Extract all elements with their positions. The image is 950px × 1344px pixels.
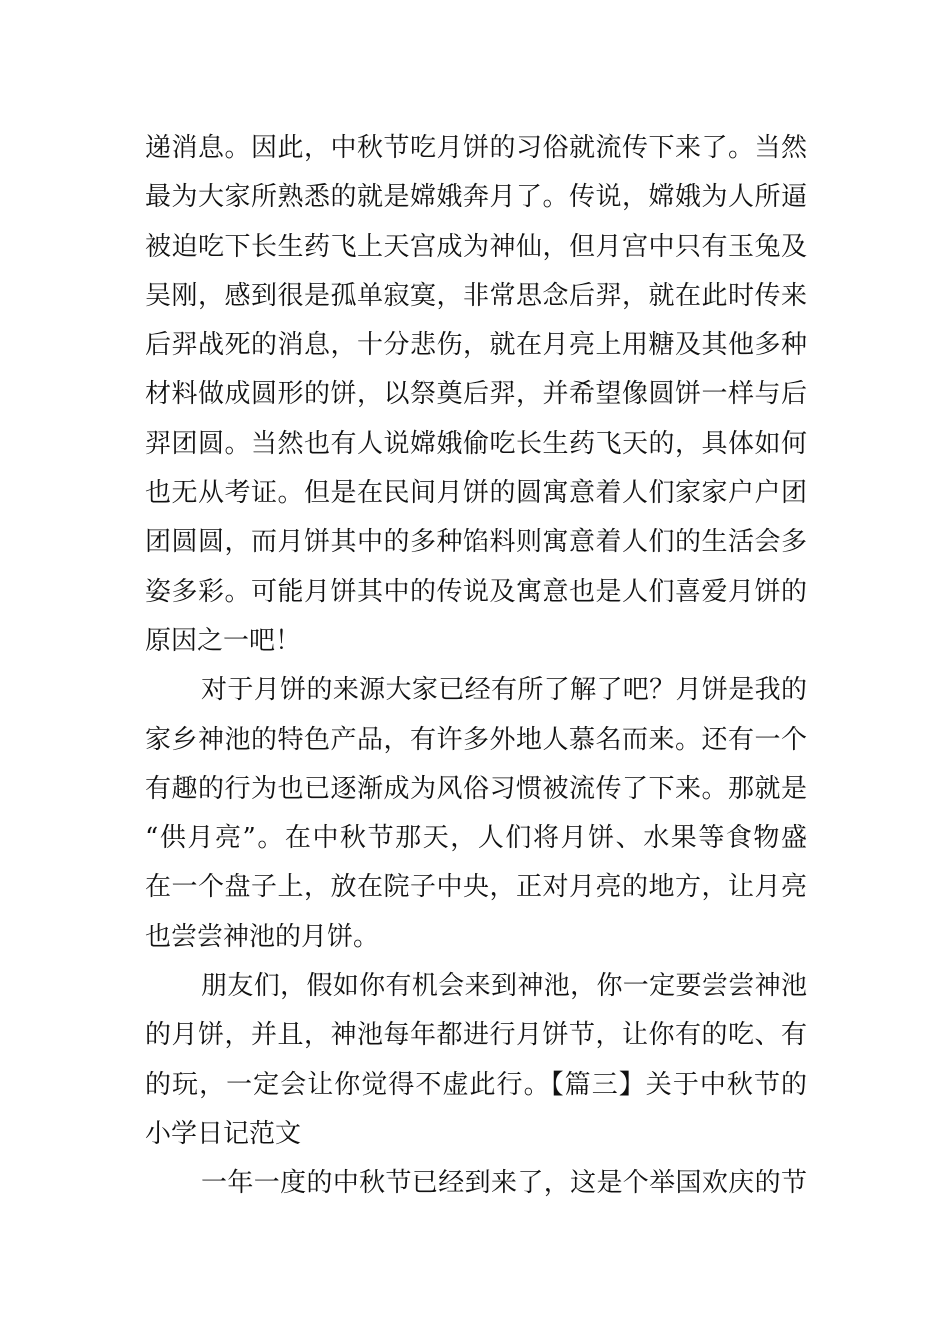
text-line: “供月亮”。在中秋节那天，人们将月饼、水果等食物盛 <box>145 823 807 854</box>
text-line: 的玩，一定会让你觉得不虚此行。【篇三】关于中秋节的 <box>145 1069 807 1100</box>
text-line: 的月饼，并且，神池每年都进行月饼节，让你有的吃、有 <box>145 1020 807 1051</box>
document-page <box>145 124 807 1209</box>
paragraph-start-line: 对于月饼的来源大家已经有所了解了吧？月饼是我的 <box>201 675 807 706</box>
text-line: 吴刚，感到很是孤单寂寞，非常思念后羿，就在此时传来 <box>145 280 807 311</box>
text-line: 被迫吃下长生药飞上天宫成为神仙，但月宫中只有玉兔及 <box>145 231 807 262</box>
text-line: 后羿战死的消息，十分悲伤，就在月亮上用糖及其他多种 <box>145 330 807 361</box>
text-line: 也无从考证。但是在民间月饼的圆寓意着人们家家户户团 <box>145 478 807 509</box>
text-line: 羿团圆。当然也有人说嫦娥偷吃长生药飞天的，具体如何 <box>145 428 807 459</box>
text-line: 也尝尝神池的月饼。 <box>145 921 380 952</box>
text-line: 有趣的行为也已逐渐成为风俗习惯被流传了下来。那就是 <box>145 773 807 804</box>
text-line: 最为大家所熟悉的就是嫦娥奔月了。传说，嫦娥为人所逼 <box>145 182 807 213</box>
text-line: 姿多彩。可能月饼其中的传说及寓意也是人们喜爱月饼的 <box>145 576 807 607</box>
text-line: 递消息。因此，中秋节吃月饼的习俗就流传下来了。当然 <box>145 133 807 163</box>
text-line: 团圆圆，而月饼其中的多种馅料则寓意着人们的生活会多 <box>145 527 807 558</box>
paragraph-start-line: 朋友们，假如你有机会来到神池，你一定要尝尝神池 <box>201 971 807 1002</box>
text-line: 小学日记范文 <box>145 1118 302 1149</box>
text-line: 材料做成圆形的饼，以祭奠后羿，并希望像圆饼一样与后 <box>145 379 807 410</box>
text-line: 原因之一吧！ <box>145 625 302 656</box>
text-line: 在一个盘子上，放在院子中央，正对月亮的地方，让月亮 <box>145 872 807 903</box>
text-line: 家乡神池的特色产品，有许多外地人慕名而来。还有一个 <box>145 724 807 755</box>
paragraph-start-line: 一年一度的中秋节已经到来了，这是个举国欢庆的节 <box>201 1168 807 1199</box>
